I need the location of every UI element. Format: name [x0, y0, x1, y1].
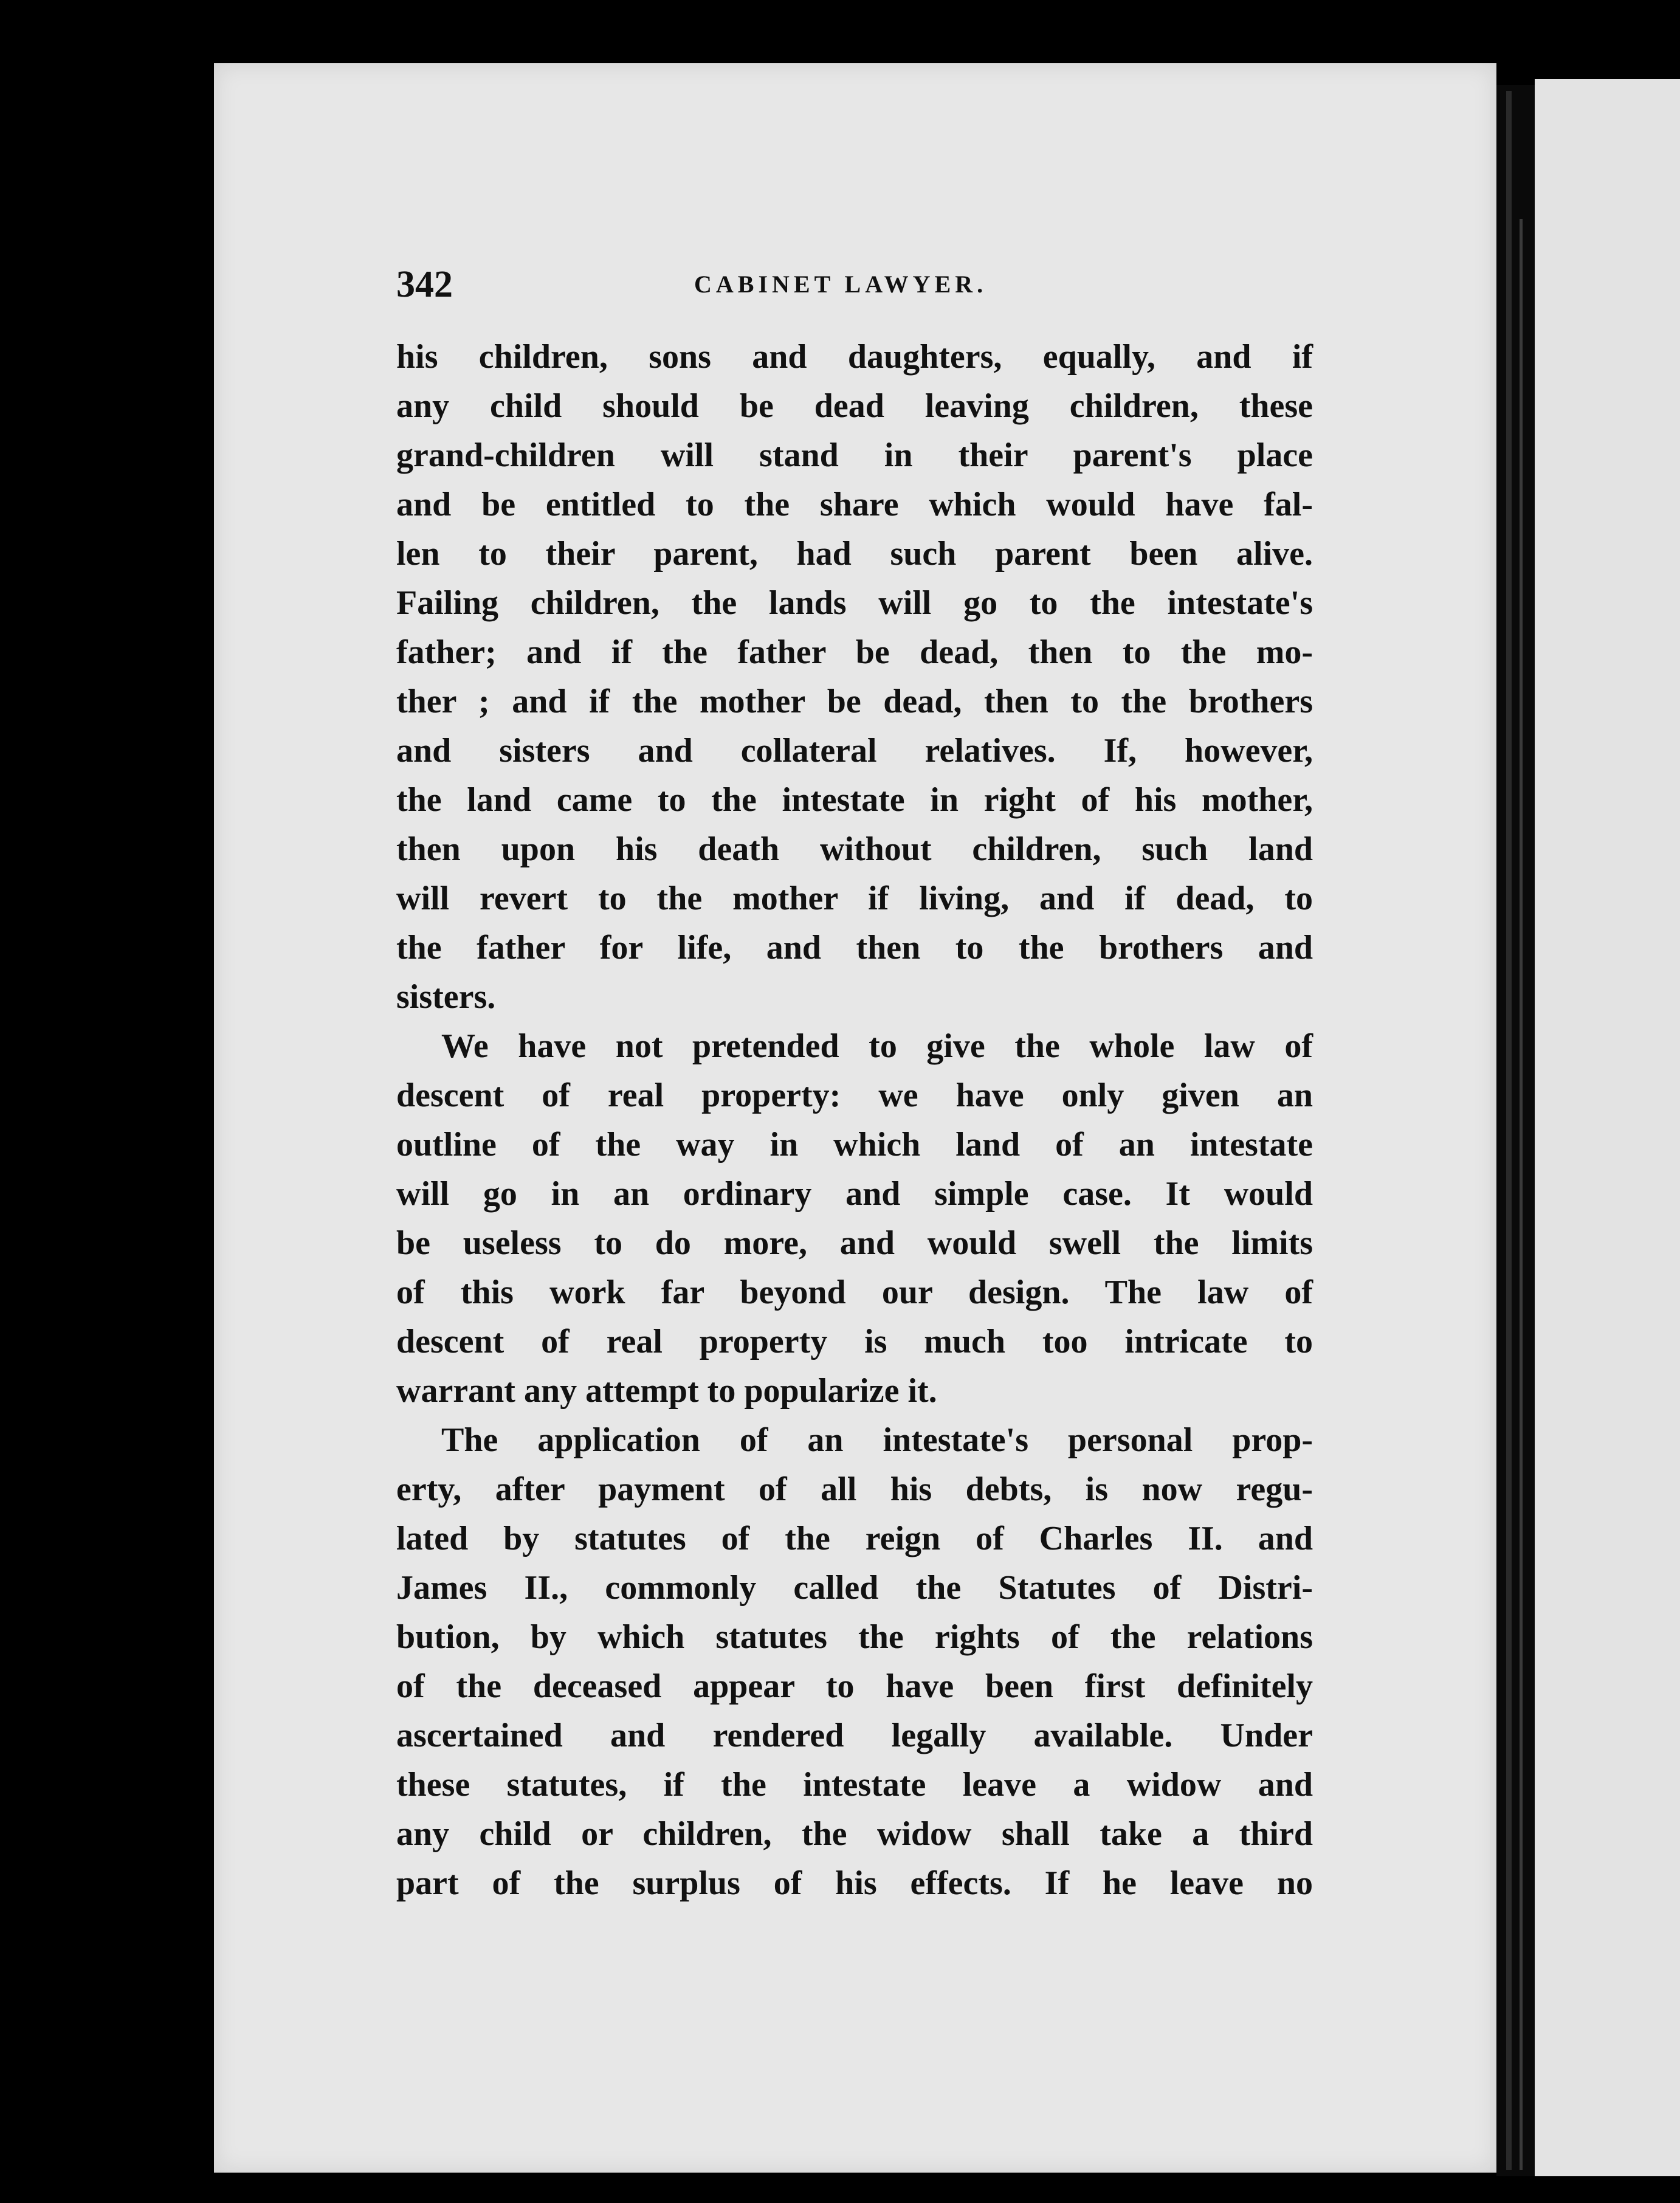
gutter-edge-inner: [1520, 219, 1523, 2170]
page-header: [396, 260, 1308, 309]
body-text: [396, 333, 1313, 1908]
text-line: bution, by which statutes the rights of the relations: [396, 1618, 1313, 1656]
text-line: warrant any attempt to popularize it.: [396, 1372, 937, 1410]
text-line: any child should be dead leaving children, these: [396, 387, 1313, 425]
text-line: will revert to the mother if living, and if dead, to: [396, 880, 1313, 917]
text-line: will go in an ordinary and simple case. It would: [396, 1175, 1313, 1213]
text-line: of the deceased appear to have been first definitely: [396, 1667, 1313, 1705]
text-line: We have not pretended to give the whole law of: [441, 1027, 1313, 1065]
text-line: sisters.: [396, 978, 496, 1016]
text-line: and be entitled to the share which would have fal-: [396, 486, 1313, 523]
text-line: the land came to the intestate in right of his mother,: [396, 781, 1313, 819]
running-head: CABINET LAWYER.: [694, 271, 988, 298]
text-line: father; and if the father be dead, then to the mo-: [396, 633, 1313, 671]
text-line: erty, after payment of all his debts, is now regu-: [396, 1470, 1313, 1508]
text-line: of this work far beyond our design. The law of: [396, 1274, 1313, 1311]
page-number: 342: [396, 264, 453, 305]
text-line: any child or children, the widow shall take a third: [396, 1815, 1313, 1853]
text-line: lated by statutes of the reign of Charles II. and: [396, 1520, 1313, 1557]
text-line: ther ; and if the mother be dead, then to the brothers: [396, 683, 1313, 720]
text-line: ascertained and rendered legally available. Under: [396, 1717, 1313, 1754]
text-line: James II., commonly called the Statutes of Distri-: [396, 1569, 1313, 1607]
text-line: be useless to do more, and would swell the limits: [396, 1224, 1313, 1262]
text-line: len to their parent, had such parent been alive.: [396, 535, 1313, 573]
text-line: descent of real property: we have only given an: [396, 1077, 1313, 1114]
text-line: The application of an intestate's personal prop-: [441, 1421, 1313, 1459]
text-line: then upon his death without children, such land: [396, 830, 1313, 868]
gutter-edge: [1506, 91, 1512, 2170]
text-line: descent of real property is much too intricate to: [396, 1323, 1313, 1360]
text-line: these statutes, if the intestate leave a widow and: [396, 1766, 1313, 1804]
text-line: his children, sons and daughters, equally, and if: [396, 338, 1313, 376]
text-line: Failing children, the lands will go to the intestate's: [396, 584, 1313, 622]
text-line: part of the surplus of his effects. If he leave no: [396, 1864, 1313, 1902]
text-line: outline of the way in which land of an intestate: [396, 1126, 1313, 1164]
book-gutter: [1496, 85, 1535, 2176]
text-line: and sisters and collateral relatives. If, however,: [396, 732, 1313, 770]
text-line: grand-children will stand in their parent's place: [396, 436, 1313, 474]
text-line: the father for life, and then to the brothers and: [396, 929, 1313, 967]
facing-page-edge: [1535, 79, 1680, 2176]
